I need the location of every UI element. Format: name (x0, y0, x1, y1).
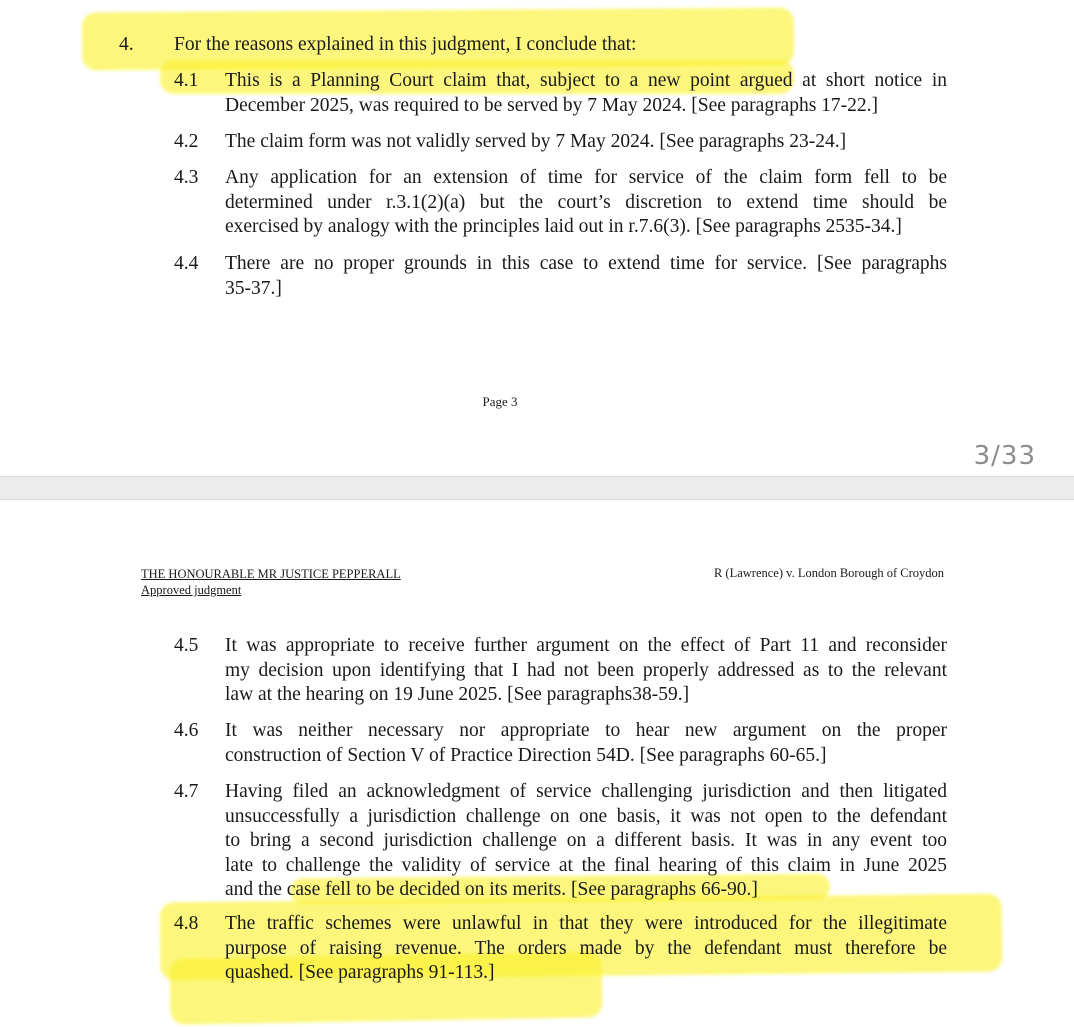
text-line: and the case fell to be decided on its merits. [See paragraphs 66-90.] (225, 879, 758, 900)
text-line: determined under r.3.1(2)(a) but the court’s discretion to extend time should be (225, 191, 947, 213)
header-case-title: R (Lawrence) v. London Borough of Croydon (713, 566, 944, 580)
paragraph-4-8 (225, 912, 947, 986)
text-line: to bring a second jurisdiction challenge on a different basis. It was in any event too (225, 830, 947, 851)
text-line: late to challenge the validity of service at the final hearing of this claim in June 2025 (225, 854, 947, 876)
text-line: There are no proper grounds in this case to extend time for service. [See paragraphs (225, 253, 947, 274)
text-line: The traffic schemes were unlawful in that they were introduced for the illegitimate (225, 913, 947, 934)
paragraph-4-5 (225, 634, 947, 708)
paragraph-4-4 (225, 252, 947, 301)
text-line: Having filed an acknowledgment of service challenging jurisdiction and then litigated (225, 781, 947, 802)
text-line: law at the hearing on 19 June 2025. [See paragraphs38-59.] (225, 684, 690, 705)
header-status: Approved judgment (141, 583, 242, 597)
paragraph-number: 4.7 (174, 781, 199, 802)
text-line: The claim form was not validly served by 7 May 2024. [See paragraphs 23-24.] (225, 131, 847, 152)
paragraph-number: 4. (119, 34, 134, 55)
paragraph-number: 4.6 (174, 720, 199, 741)
paragraph-4-3 (225, 166, 947, 240)
paragraph-number: 4.4 (174, 253, 199, 274)
paragraph-number: 4.2 (174, 131, 199, 152)
paragraph-4-2 (225, 130, 947, 155)
page-divider (0, 476, 1074, 500)
paragraph-4-1 (225, 69, 947, 118)
paragraph-4-7 (225, 780, 947, 903)
intro-text: For the reasons explained in this judgment, I conclude that: (174, 34, 637, 55)
text-line: construction of Section V of Practice Direction 54D. [See paragraphs 60-65.] (225, 744, 827, 766)
paragraph-number: 4.5 (174, 635, 199, 656)
paragraph-number: 4.1 (174, 70, 199, 91)
text-line: December 2025, was required to be served by 7 May 2024. [See paragraphs 17-22.] (225, 94, 879, 116)
page-label: Page 3 (482, 394, 518, 409)
text-line: Any application for an extension of time for service of the claim form fell to be (225, 167, 947, 188)
paragraph-number: 4.8 (174, 913, 199, 934)
text-line: purpose of raising revenue. The orders made by the defendant must therefore be (225, 937, 947, 959)
text-line: my decision upon identifying that I had not been properly addressed as to the relevant (225, 659, 947, 681)
text-line: It was neither necessary nor appropriate to hear new argument on the proper (225, 720, 947, 741)
paragraph-number: 4.3 (174, 167, 199, 188)
document-page-3 (0, 0, 1074, 476)
text-line: This is a Planning Court claim that, subject to a new point argued at short notice in (225, 70, 947, 91)
text-line: quashed. [See paragraphs 91-113.] (225, 962, 495, 983)
text-line: 35-37.] (225, 277, 282, 299)
paragraph-4-6 (225, 719, 947, 768)
text-line: It was appropriate to receive further argument on the effect of Part 11 and reconsider (225, 635, 947, 656)
text-line: exercised by analogy with the principles laid out in r.7.6(3). [See paragraphs 2535-34.] (225, 216, 902, 237)
page-counter: 3/33 (973, 441, 1036, 471)
text-line: unsuccessfully a jurisdiction challenge on one basis, it was not open to the defendant (225, 805, 947, 827)
header-judge: THE HONOURABLE MR JUSTICE PEPPERALL (141, 567, 401, 581)
